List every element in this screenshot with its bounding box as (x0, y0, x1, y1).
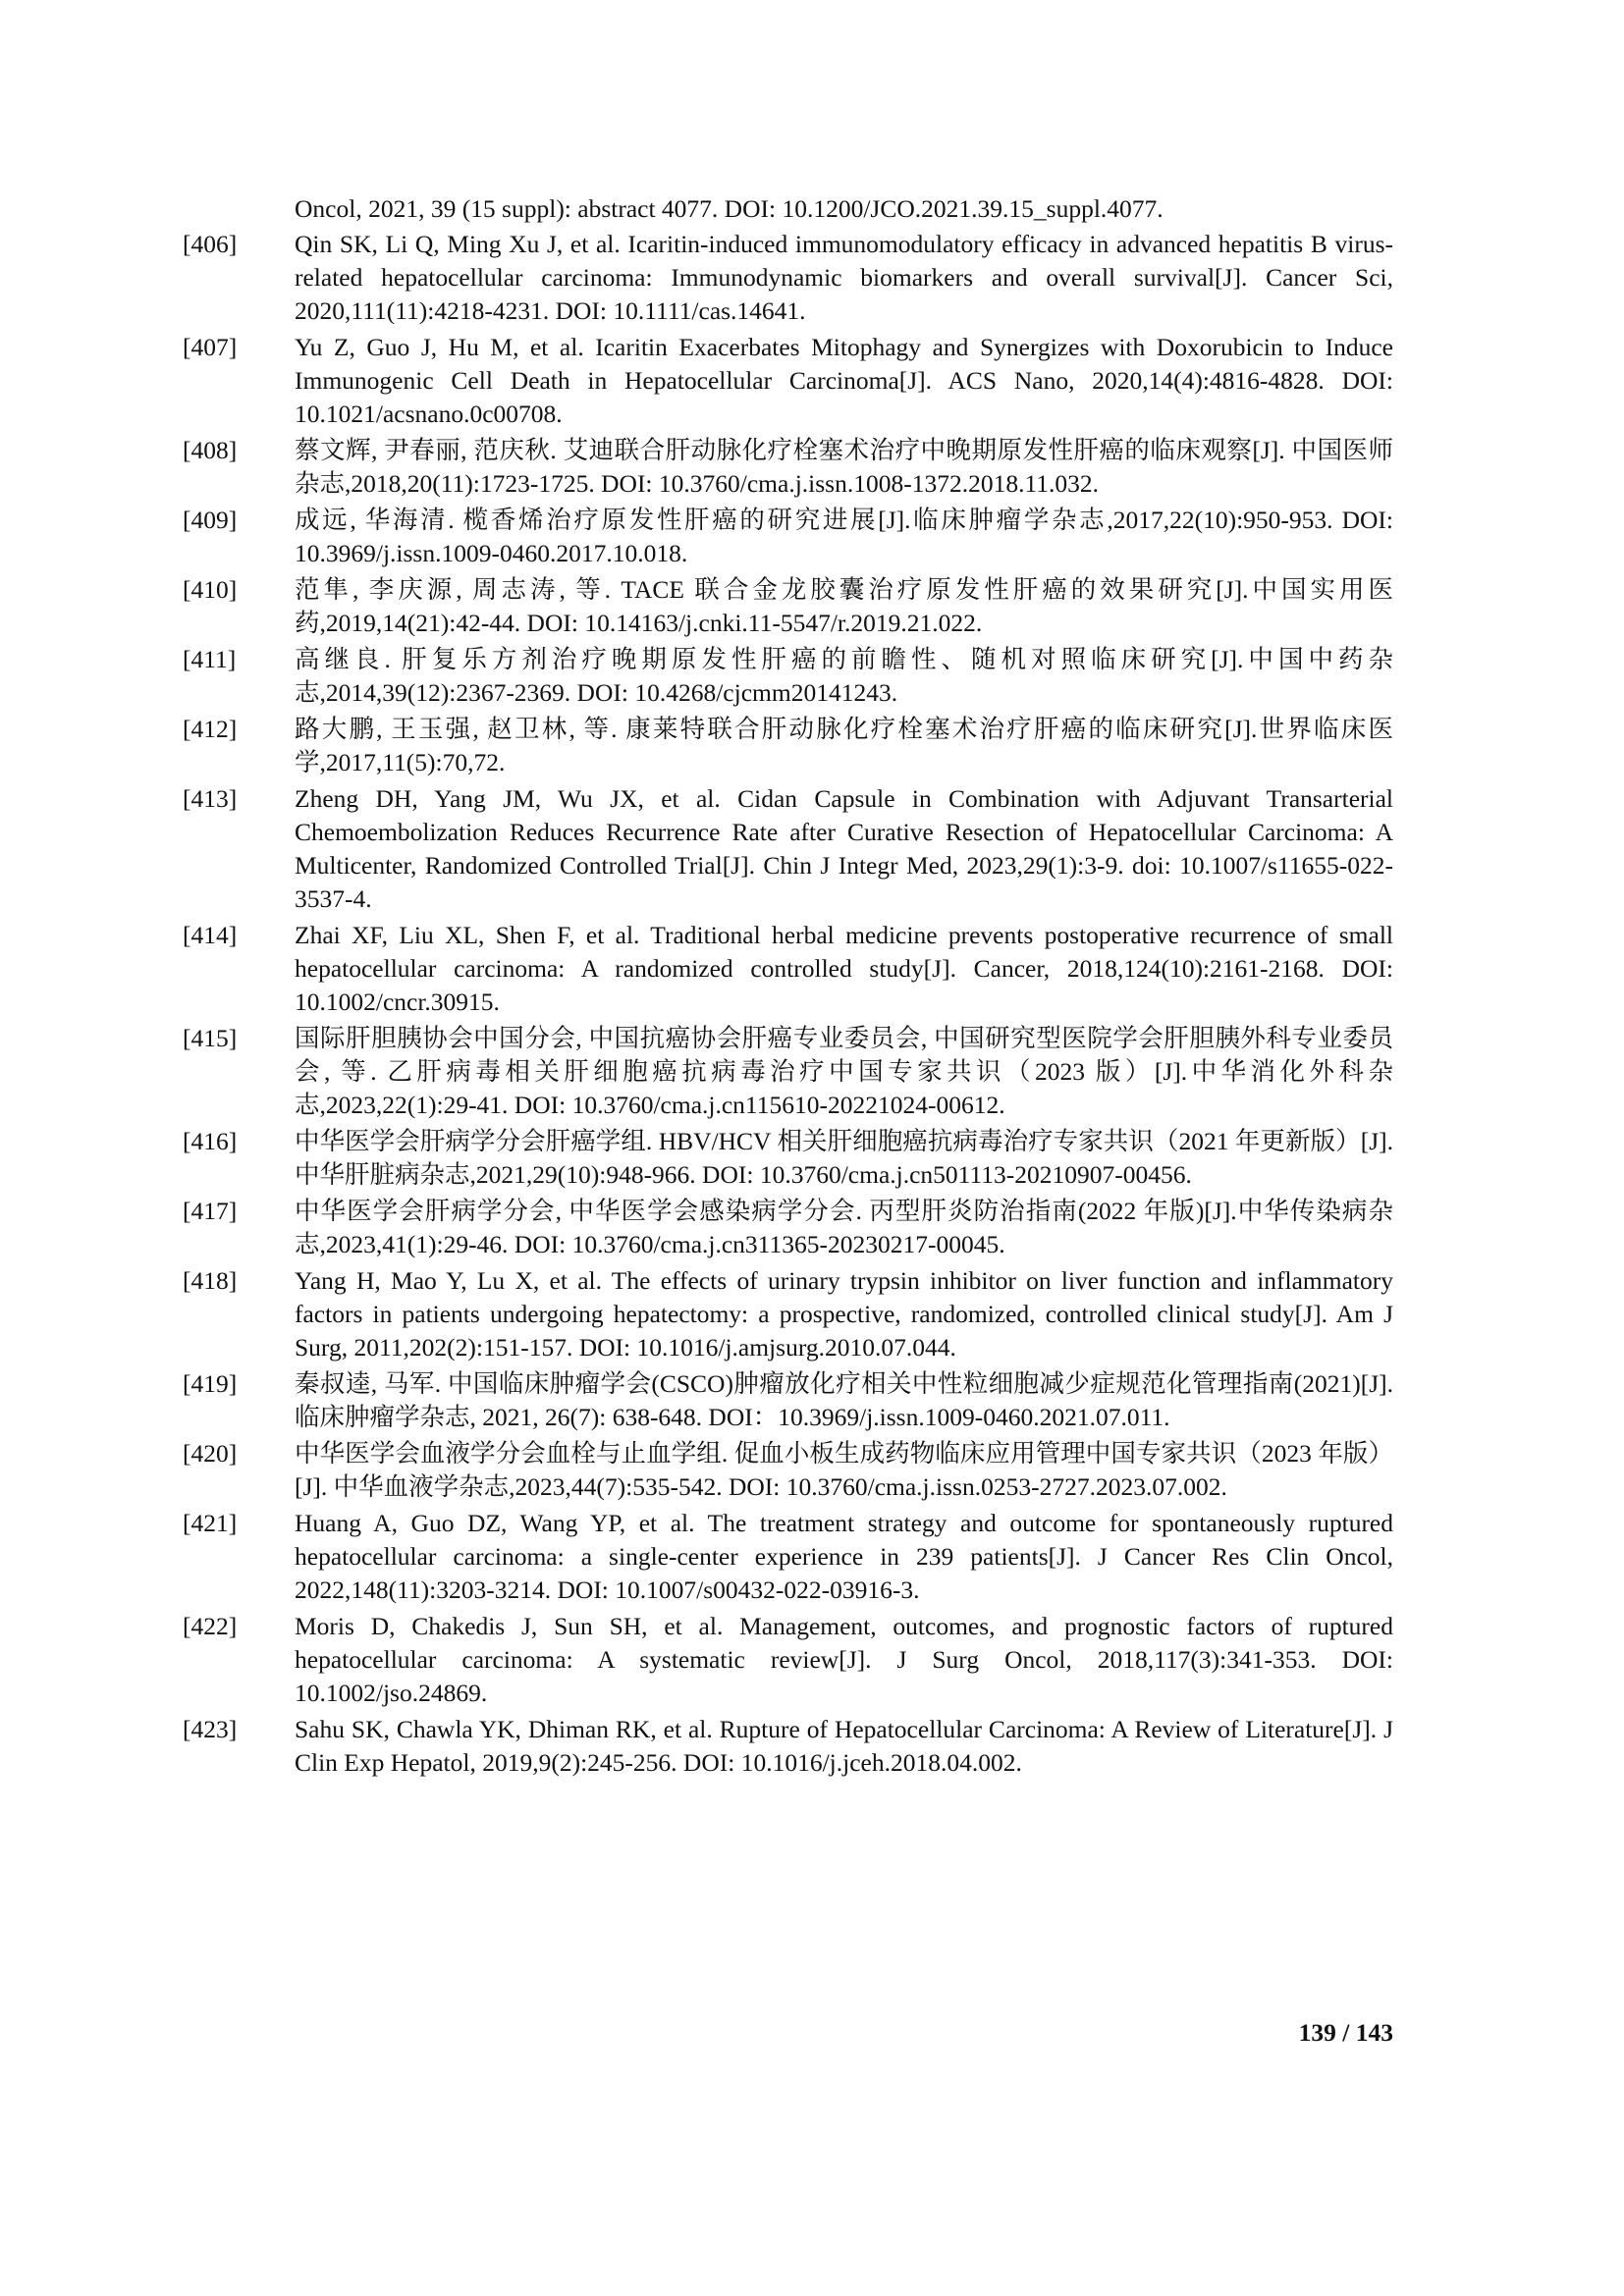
reference-number: [413] (183, 784, 238, 813)
reference-number: [423] (183, 1715, 238, 1743)
reference-text: 成远, 华海清. 榄香烯治疗原发性肝癌的研究进展[J].临床肿瘤学杂志,2017,22(10):950-953. DOI: 10.3969/j.issn.1009-0460.2017.10.018. (295, 506, 1393, 567)
reference-text: 路大鹏, 王玉强, 赵卫林, 等. 康莱特联合肝动脉化疗栓塞术治疗肝癌的临床研究[J].世界临床医学,2017,11(5):70,72. (295, 715, 1393, 776)
reference-text: Yu Z, Guo J, Hu M, et al. Icaritin Exacerbates Mitophagy and Synergizes with Doxorubicin to Induce Immunogenic Cell Death in Hepatocellular Carcinoma[J]. ACS Nano, 2020,14(4):4816-4828. DOI: 10.1021/acsnano.0c00708. (295, 333, 1393, 428)
reference-number: [418] (183, 1266, 238, 1295)
reference-423 (183, 1713, 1393, 1780)
reference-413 (183, 782, 1393, 916)
reference-text: 范隼, 李庆源, 周志涛, 等. TACE 联合金龙胶囊治疗原发性肝癌的效果研究[J].中国实用医药,2019,14(21):42-44. DOI: 10.14163/j.cnki.11-5547/r.2019.21.022. (295, 575, 1393, 637)
reference-number: [420] (183, 1439, 238, 1468)
reference-number: [416] (183, 1127, 238, 1155)
reference-410 (183, 573, 1393, 640)
reference-412 (183, 713, 1393, 779)
reference-419 (183, 1367, 1393, 1434)
reference-409 (183, 504, 1393, 570)
reference-406 (183, 228, 1393, 328)
reference-415 (183, 1022, 1393, 1122)
reference-text: Qin SK, Li Q, Ming Xu J, et al. Icaritin-induced immunomodulatory efficacy in advanced hepatitis B virus-related hepatocellular carcinoma: Immunodynamic biomarkers and overall survival[J]. Cancer Sci, 2020,111(11):4218-4231. DOI: 10.1111/cas.14641. (295, 230, 1393, 325)
reference-number: [408] (183, 436, 238, 464)
reference-continuation: Oncol, 2021, 39 (15 suppl): abstract 4077. DOI: 10.1200/JCO.2021.39.15_suppl.4077. (295, 194, 1164, 223)
reference-421 (183, 1507, 1393, 1607)
reference-number: [421] (183, 1509, 238, 1537)
reference-number: [422] (183, 1612, 238, 1640)
reference-text: Zheng DH, Yang JM, Wu JX, et al. Cidan Capsule in Combination with Adjuvant Transarterial Chemoembolization Reduces Recurrence Rate after Curative Resection of Hepatocellular Carcinoma: A Multicenter, Randomized Controlled Trial[J]. Chin J Integr Med, 2023,29(1):3-9. doi: 10.1007/s11655-022-3537-4. (295, 784, 1393, 913)
reference-number: [415] (183, 1024, 238, 1052)
reference-list (183, 192, 1393, 1780)
reference-422 (183, 1610, 1393, 1710)
reference-417 (183, 1195, 1393, 1261)
reference-420 (183, 1437, 1393, 1504)
reference-number: [407] (183, 333, 238, 361)
reference-number: [414] (183, 921, 238, 949)
reference-number: [410] (183, 575, 238, 604)
reference-text: Zhai XF, Liu XL, Shen F, et al. Traditional herbal medicine prevents postoperative recurrence of small hepatocellular carcinoma: A randomized controlled study[J]. Cancer, 2018,124(10):2161-2168. DOI: 10.1002/cncr.30915. (295, 921, 1393, 1016)
reference-number: [411] (183, 645, 237, 673)
reference-number: [406] (183, 230, 238, 258)
reference-408 (183, 434, 1393, 501)
reference-text: 秦叔逵, 马军. 中国临床肿瘤学会(CSCO)肿瘤放化疗相关中性粒细胞减少症规范化管理指南(2021)[J]. 临床肿瘤学杂志, 2021, 26(7): 638-648. DOI：10.3969/j.issn.1009-0460.2021.07.011. (295, 1369, 1393, 1431)
reference-text: Sahu SK, Chawla YK, Dhiman RK, et al. Rupture of Hepatocellular Carcinoma: A Review of Literature[J]. J Clin Exp Hepatol, 2019,9(2):245-256. DOI: 10.1016/j.jceh.2018.04.002. (295, 1715, 1393, 1777)
reference-411 (183, 643, 1393, 710)
reference-number: [419] (183, 1369, 238, 1398)
reference-text: Huang A, Guo DZ, Wang YP, et al. The treatment strategy and outcome for spontaneously ruptured hepatocellular carcinoma: a single-center experience in 239 patients[J]. J Cancer Res Clin Oncol, 2022,148(11):3203-3214. DOI: 10.1007/s00432-022-03916-3. (295, 1509, 1393, 1604)
reference-text: 中华医学会肝病学分会, 中华医学会感染病学分会. 丙型肝炎防治指南(2022 年版)[J].中华传染病杂志,2023,41(1):29-46. DOI: 10.3760/cma.j.cn311365-20230217-00045. (295, 1197, 1393, 1258)
reference-416 (183, 1125, 1393, 1192)
reference-418 (183, 1264, 1393, 1364)
reference-number: [412] (183, 715, 238, 743)
page-number: 139 / 143 (1298, 2018, 1393, 2047)
reference-text: Yang H, Mao Y, Lu X, et al. The effects of urinary trypsin inhibitor on liver function and inflammatory factors in patients undergoing hepatectomy: a prospective, randomized, controlled clinical study[J]. Am J Surg, 2011,202(2):151-157. DOI: 10.1016/j.amjsurg.2010.07.044. (295, 1266, 1393, 1362)
reference-text: 中华医学会肝病学分会肝癌学组. HBV/HCV 相关肝细胞癌抗病毒治疗专家共识（2021 年更新版）[J]. 中华肝脏病杂志,2021,29(10):948-966. DOI: 10.3760/cma.j.cn501113-20210907-00456. (295, 1127, 1393, 1189)
reference-text: 蔡文辉, 尹春丽, 范庆秋. 艾迪联合肝动脉化疗栓塞术治疗中晚期原发性肝癌的临床观察[J]. 中国医师杂志,2018,20(11):1723-1725. DOI: 10.3760/cma.j.issn.1008-1372.2018.11.032. (295, 436, 1393, 498)
reference-407 (183, 331, 1393, 431)
reference-text: 国际肝胆胰协会中国分会, 中国抗癌协会肝癌专业委员会, 中国研究型医院学会肝胆胰外科专业委员会, 等. 乙肝病毒相关肝细胞癌抗病毒治疗中国专家共识（2023 版）[J].中华消化外科杂志,2023,22(1):29-41. DOI: 10.3760/cma.j.cn115610-20221024-00612. (295, 1024, 1393, 1119)
reference-text: 中华医学会血液学分会血栓与止血学组. 促血小板生成药物临床应用管理中国专家共识（2023 年版）[J]. 中华血液学杂志,2023,44(7):535-542. DOI: 10.3760/cma.j.issn.0253-2727.2023.07.002. (295, 1439, 1393, 1501)
reference-text: Moris D, Chakedis J, Sun SH, et al. Management, outcomes, and prognostic factors of ruptured hepatocellular carcinoma: A systematic review[J]. J Surg Oncol, 2018,117(3):341-353. DOI: 10.1002/jso.24869. (295, 1612, 1393, 1707)
reference-number: [417] (183, 1197, 238, 1225)
reference-text: 高继良. 肝复乐方剂治疗晚期原发性肝癌的前瞻性、随机对照临床研究[J].中国中药杂志,2014,39(12):2367-2369. DOI: 10.4268/cjcmm20141243. (295, 645, 1393, 707)
reference-number: [409] (183, 506, 238, 534)
reference-414 (183, 919, 1393, 1019)
